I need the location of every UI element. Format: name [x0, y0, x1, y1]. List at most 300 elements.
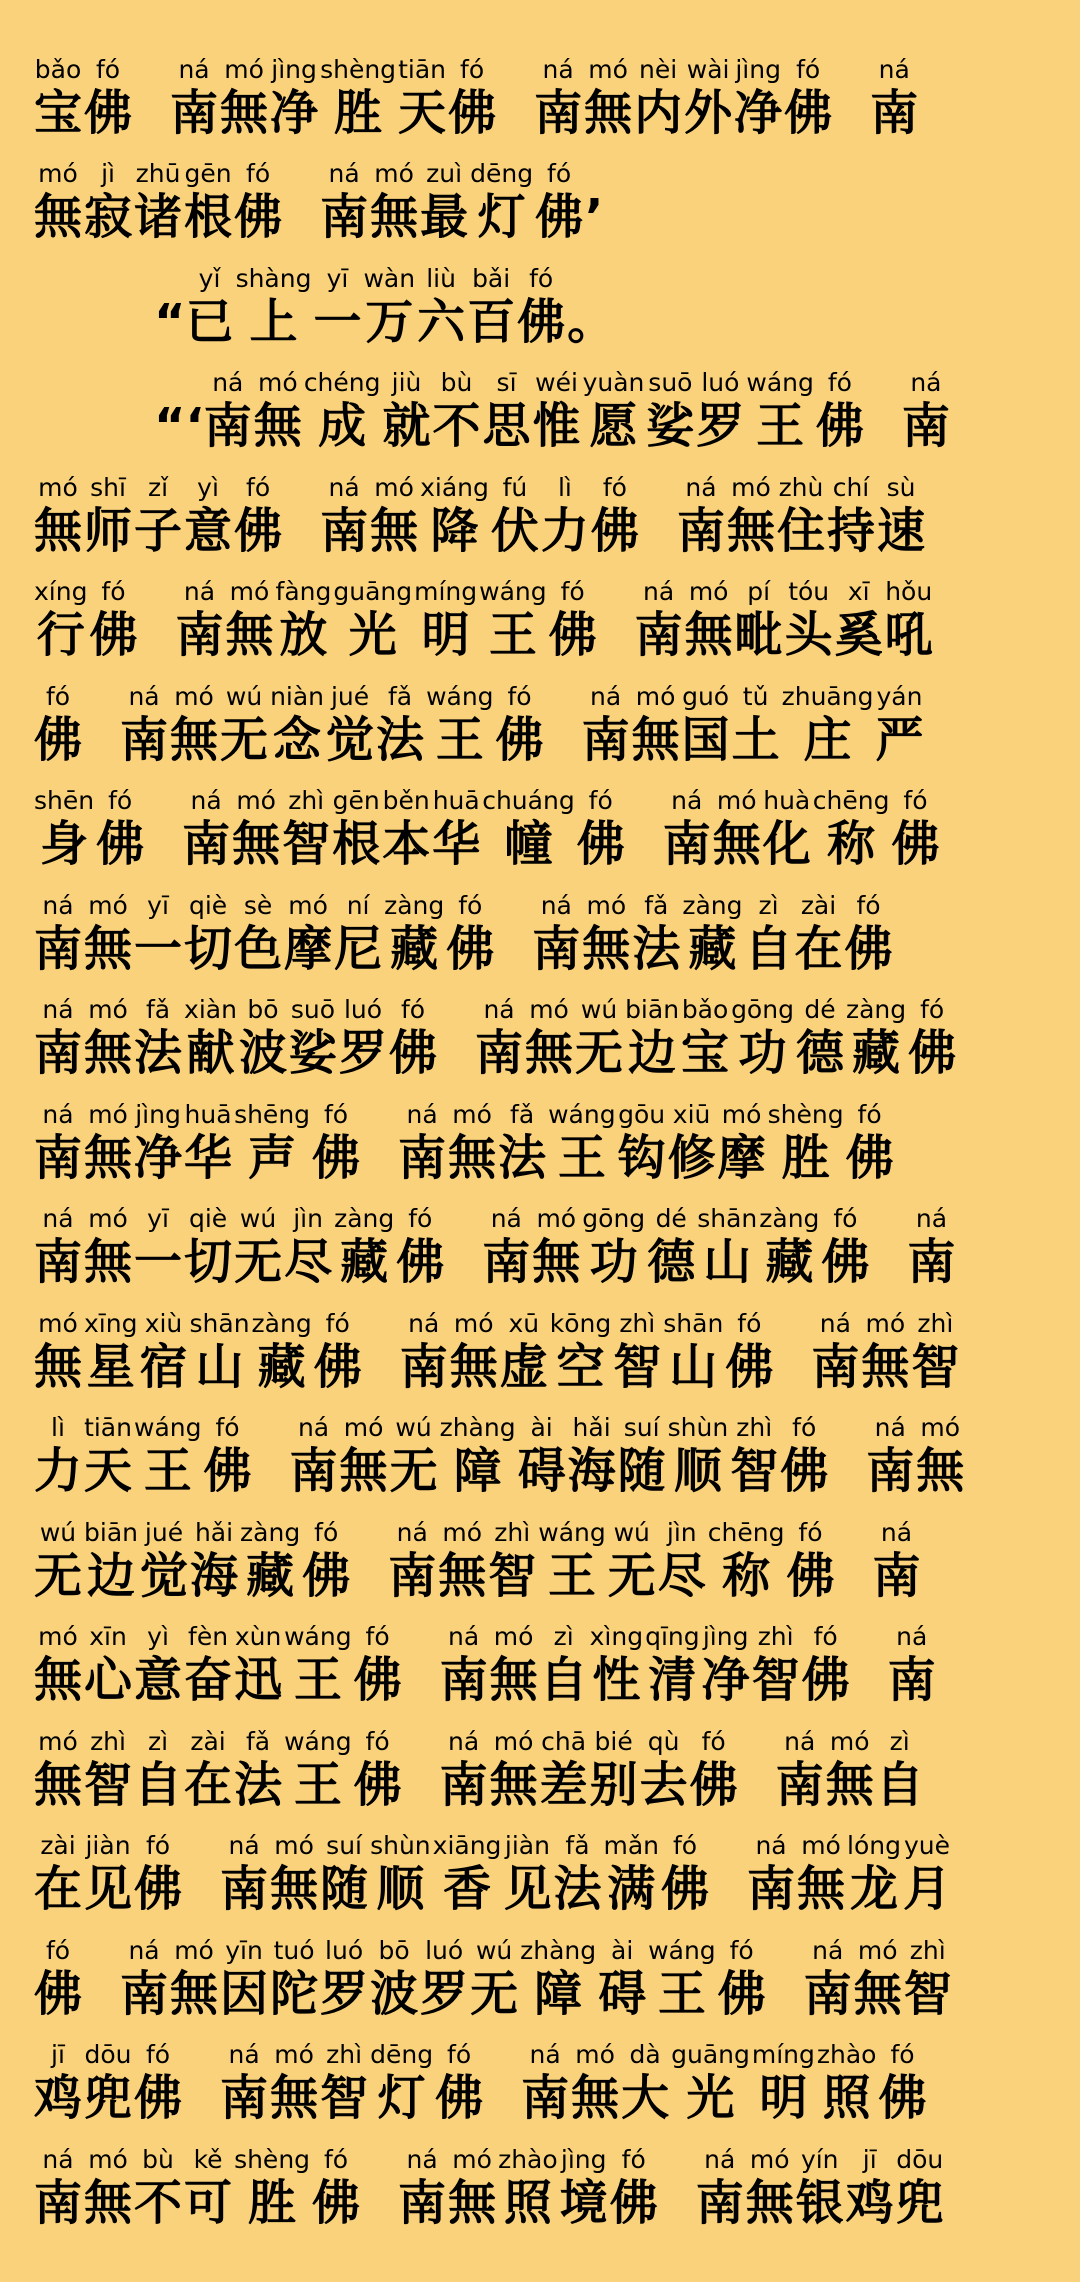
text-line	[34, 1290, 1046, 1395]
pinyin: mó	[536, 1204, 577, 1233]
pinyin: tiān	[84, 1413, 132, 1442]
pinyin: fó	[246, 159, 271, 188]
buddha-name-segment	[440, 1622, 852, 1708]
character	[440, 1413, 516, 1499]
pinyin: ná	[915, 1204, 948, 1233]
pinyin: hǎi	[572, 1413, 611, 1442]
character	[433, 1831, 502, 1917]
hanzi: 佛	[517, 293, 566, 350]
character	[134, 1727, 182, 1813]
pinyin: zhào	[498, 2144, 558, 2174]
character	[591, 473, 639, 559]
character	[549, 577, 597, 663]
hanzi: 山	[703, 1234, 752, 1290]
hanzi: 波	[370, 1965, 419, 2022]
hanzi: 放	[279, 607, 328, 663]
character	[276, 577, 332, 663]
hanzi: 见	[84, 1861, 133, 1917]
hanzi: 南	[320, 189, 369, 245]
hanzi: 住	[776, 502, 825, 559]
hanzi: 念	[273, 711, 322, 768]
pinyin: jìn	[666, 1517, 697, 1547]
character	[234, 891, 282, 977]
pinyin: luó	[701, 368, 740, 397]
buddha-name-segment	[34, 55, 134, 141]
pinyin: zhì	[619, 1308, 656, 1338]
hanzi: 南	[521, 2070, 570, 2126]
hanzi: 南	[534, 84, 583, 141]
character	[84, 1518, 138, 1604]
character	[448, 55, 496, 141]
hanzi: 無	[448, 2174, 497, 2231]
hanzi: 無	[232, 816, 281, 872]
pinyin: chéng	[303, 368, 381, 397]
hanzi: 奋	[184, 1652, 233, 1708]
pinyin: sè	[243, 890, 273, 920]
pinyin: ná	[183, 577, 216, 606]
hanzi: 境	[559, 2174, 608, 2231]
hanzi: 鸡	[845, 2174, 894, 2231]
hanzi: 娑	[646, 398, 695, 454]
text-line	[34, 141, 1046, 246]
hanzi: 南	[747, 1861, 796, 1917]
pinyin: mó	[38, 1622, 78, 1651]
pinyin: mó	[38, 1726, 78, 1756]
character	[804, 1936, 852, 2022]
character	[548, 1100, 615, 1186]
character	[532, 891, 580, 977]
pinyin: liù	[426, 263, 456, 293]
pinyin: chí	[832, 472, 870, 502]
buddha-name-segment	[440, 1727, 740, 1813]
character	[625, 995, 679, 1081]
character	[517, 264, 565, 350]
hanzi: 南	[220, 1861, 269, 1917]
character	[872, 1518, 920, 1604]
hanzi: 空	[556, 1338, 605, 1395]
hanzi: 佛	[34, 711, 83, 768]
pinyin: wáng	[648, 1935, 716, 1965]
hanzi: 惟	[532, 398, 581, 454]
hanzi: 法	[376, 711, 425, 768]
pinyin: ná	[643, 577, 675, 606]
hanzi: 化	[762, 816, 811, 872]
hanzi: 净	[270, 84, 319, 141]
character	[646, 368, 694, 454]
character	[854, 1936, 902, 2022]
hanzi: 南	[388, 1547, 437, 1604]
buddha-name-segment	[182, 786, 627, 872]
character	[498, 2145, 558, 2231]
pinyin: ná	[589, 681, 622, 711]
hanzi: 别	[589, 1756, 638, 1813]
hanzi: 佛	[234, 502, 283, 559]
hanzi: 边	[87, 1547, 136, 1604]
hanzi: 佛	[234, 189, 283, 245]
pinyin: qù	[647, 1726, 680, 1756]
pinyin: míng	[414, 577, 478, 606]
hanzi: 南	[320, 502, 369, 559]
hanzi: 無	[853, 1965, 902, 2022]
hanzi: 可	[184, 2174, 233, 2231]
character	[776, 1727, 824, 1813]
pinyin: jiàn	[85, 1831, 131, 1860]
hanzi: 称	[722, 1547, 771, 1604]
character	[440, 1622, 488, 1708]
pinyin: zì	[148, 1726, 169, 1756]
character	[813, 786, 890, 872]
hanzi: 無	[84, 2174, 133, 2231]
hanzi: 無	[916, 1443, 965, 1499]
hanzi: 无	[389, 1443, 438, 1499]
hanzi: 成	[318, 398, 367, 454]
text-line	[34, 663, 1046, 768]
hanzi: 佛	[203, 1443, 252, 1499]
character	[845, 891, 893, 977]
character	[877, 473, 925, 559]
character	[290, 1413, 338, 1499]
buddha-name-segment	[635, 577, 935, 663]
buddha-name-segment	[34, 1413, 254, 1499]
pinyin: fǎ	[387, 681, 413, 711]
character	[234, 1100, 310, 1186]
pinyin: gōng	[731, 995, 794, 1024]
character	[134, 1100, 182, 1186]
pinyin: fǎ	[510, 1099, 535, 1129]
character	[835, 577, 883, 663]
pinyin: fàng	[275, 577, 332, 606]
pinyin: ná	[896, 1622, 928, 1651]
character	[553, 1831, 601, 1917]
pinyin: fó	[458, 890, 483, 920]
pinyin: jìng	[702, 1622, 749, 1651]
hanzi: 無	[84, 920, 133, 977]
pinyin: ná	[483, 995, 515, 1024]
pinyin: mó	[88, 2144, 128, 2174]
pinyin: mó	[38, 159, 78, 188]
hanzi: 佛	[446, 920, 495, 977]
pinyin: fó	[215, 1413, 240, 1442]
character	[682, 891, 742, 977]
hanzi: 佛	[448, 84, 497, 141]
pinyin: fó	[560, 577, 585, 606]
hanzi: 灯	[477, 189, 526, 245]
hanzi: 南	[532, 920, 581, 977]
hanzi: 佛	[353, 1652, 402, 1708]
pinyin: suō	[290, 995, 336, 1024]
pinyin: fó	[857, 1099, 882, 1129]
pinyin: fó	[323, 2144, 349, 2174]
hanzi: 兜	[84, 2070, 133, 2126]
character	[888, 1622, 936, 1708]
character	[802, 1622, 850, 1708]
pinyin: fó	[920, 995, 945, 1024]
hanzi: 南	[581, 711, 630, 768]
character	[134, 1622, 182, 1708]
pinyin: ní	[346, 890, 370, 920]
hanzi: 王	[293, 1652, 342, 1708]
pinyin: zhì	[288, 786, 325, 815]
pinyin: zài	[40, 1831, 76, 1860]
hanzi: 無	[712, 816, 761, 872]
hanzi: 王	[488, 607, 537, 663]
hanzi: 诸	[134, 189, 183, 245]
pinyin: tuó	[273, 1935, 315, 1965]
hanzi: 法	[498, 1129, 547, 1186]
character	[182, 786, 230, 872]
buddha-name-segment	[400, 1309, 776, 1395]
pinyin: yì	[147, 1622, 169, 1651]
pinyin: fó	[833, 1204, 858, 1233]
pinyin: tiān	[398, 54, 447, 84]
hanzi: 智	[613, 1338, 662, 1395]
hanzi: 寂	[84, 189, 133, 245]
character	[610, 2145, 658, 2231]
character	[467, 264, 515, 350]
pinyin: ná	[212, 368, 244, 397]
pinyin: mó	[453, 1308, 494, 1338]
hanzi: 清	[648, 1652, 697, 1708]
character	[902, 368, 950, 454]
character	[521, 2040, 569, 2126]
hanzi: 一	[313, 293, 362, 350]
character	[684, 55, 732, 141]
hanzi: 鸡	[34, 2070, 83, 2126]
buddha-name-segment	[120, 1936, 768, 2022]
pinyin: jì	[101, 159, 115, 188]
buddha-name-segment	[482, 1204, 871, 1290]
pinyin: zàng	[682, 890, 743, 920]
hanzi: 藏	[765, 1234, 814, 1290]
character	[84, 1622, 132, 1708]
hanzi: 南	[901, 398, 950, 454]
character	[483, 368, 531, 454]
text-line	[34, 977, 1046, 1082]
pinyin: fó	[365, 1726, 390, 1756]
hanzi: 去	[639, 1756, 688, 1813]
hanzi: 自	[539, 1652, 588, 1708]
hanzi: 王	[557, 1129, 606, 1186]
character	[34, 1413, 82, 1499]
pinyin: shī	[90, 472, 126, 502]
pinyin: lì	[557, 472, 572, 502]
character	[34, 1622, 82, 1708]
pinyin: wáng	[284, 1622, 352, 1651]
character	[759, 1204, 819, 1290]
pinyin: fó	[796, 54, 821, 84]
hanzi: 無	[253, 398, 302, 454]
character	[334, 1204, 394, 1290]
hanzi: 障	[534, 1965, 583, 2022]
hanzi: 罗	[420, 1965, 469, 2022]
character	[190, 1518, 238, 1604]
hanzi: 光	[686, 2070, 735, 2126]
pinyin: mó	[174, 681, 214, 711]
character	[482, 1204, 530, 1290]
pinyin: fǎ	[246, 1726, 271, 1756]
hanzi: 心	[84, 1652, 133, 1708]
buddha-name-segment	[34, 995, 439, 1081]
character	[252, 1309, 312, 1395]
hanzi: 尽	[284, 1234, 333, 1290]
buddha-name-segment	[907, 1204, 957, 1290]
pinyin: jìng	[135, 1099, 181, 1129]
character	[613, 1309, 661, 1395]
hanzi: 無	[489, 1756, 538, 1813]
hanzi: 佛	[535, 189, 584, 245]
pinyin: míng	[751, 2040, 815, 2069]
hanzi: 無	[34, 502, 83, 559]
pinyin: fó	[95, 54, 121, 84]
hanzi: 星	[86, 1338, 135, 1395]
pinyin: zàng	[251, 1308, 312, 1338]
character	[618, 1100, 666, 1186]
character	[84, 891, 132, 977]
pinyin: wú	[39, 1517, 77, 1547]
pinyin: zàng	[240, 1517, 301, 1547]
hanzi: 佛	[786, 1547, 835, 1604]
hanzi: 無	[370, 502, 419, 559]
pinyin: jìng	[735, 54, 781, 84]
pinyin: ná	[128, 681, 160, 711]
character	[232, 786, 280, 872]
buddha-name-segment	[34, 786, 146, 872]
hanzi: 佛	[96, 816, 145, 872]
pinyin: zhàng	[520, 1935, 597, 1965]
character	[796, 2145, 844, 2231]
character	[34, 1831, 82, 1917]
pinyin: zhì	[326, 2040, 363, 2069]
hanzi: 無	[448, 1129, 497, 1186]
hanzi: 愿	[589, 398, 638, 454]
pinyin: shùn	[370, 1831, 431, 1860]
hanzi: 无	[34, 1547, 83, 1604]
hanzi: 王	[756, 398, 805, 454]
pinyin: jiù	[391, 368, 422, 397]
hanzi: 毗	[734, 607, 783, 663]
character	[747, 1831, 795, 1917]
character	[661, 1831, 709, 1917]
text-line	[34, 559, 1046, 664]
hanzi: 性	[592, 1652, 641, 1708]
pinyin: yín	[800, 2144, 839, 2174]
hanzi: 佛	[780, 1443, 829, 1499]
character	[282, 786, 330, 872]
character	[34, 1204, 82, 1290]
hanzi: 佛	[801, 1652, 850, 1708]
hanzi: 南	[182, 816, 231, 872]
text-line	[34, 1917, 1046, 2022]
pinyin: bǎo	[34, 54, 82, 84]
hanzi: 宝	[681, 1025, 730, 1081]
character	[797, 1831, 845, 1917]
character	[470, 1936, 518, 2022]
hanzi: 银	[795, 2174, 844, 2231]
character	[540, 1622, 588, 1708]
pinyin: zì	[553, 1622, 574, 1651]
character	[354, 1622, 402, 1708]
hanzi: 自	[744, 920, 793, 977]
hanzi: 智	[751, 1652, 800, 1708]
character	[663, 1309, 723, 1395]
character	[470, 159, 533, 245]
character	[302, 1518, 350, 1604]
hanzi: 献	[186, 1025, 235, 1081]
character	[234, 1727, 282, 1813]
character	[284, 1622, 351, 1708]
text-line	[34, 768, 1046, 873]
pinyin: xiù	[144, 1308, 183, 1338]
pinyin: fó	[145, 1831, 171, 1860]
character	[400, 1309, 448, 1395]
pinyin: zàng	[845, 995, 907, 1024]
pinyin: shān	[663, 1308, 724, 1338]
character	[908, 995, 956, 1081]
pinyin: shān	[189, 1308, 250, 1338]
character	[658, 1518, 706, 1604]
character	[370, 1831, 431, 1917]
character	[370, 473, 418, 559]
character	[383, 368, 431, 454]
character	[538, 1518, 605, 1604]
hanzi: 山	[195, 1338, 244, 1395]
character	[220, 2040, 268, 2126]
hanzi: 庄	[803, 711, 852, 768]
buddha-name-segment	[388, 1518, 836, 1604]
pinyin: luó	[325, 1935, 364, 1965]
hanzi: “	[154, 293, 186, 350]
character	[488, 1518, 536, 1604]
hanzi: 佛	[134, 2070, 183, 2126]
hanzi: 虚	[499, 1338, 548, 1395]
pinyin: fó	[701, 1726, 726, 1756]
pinyin: wéi	[535, 368, 578, 397]
pinyin: bǎo	[681, 995, 729, 1024]
pinyin: qiè	[188, 1204, 228, 1233]
character	[398, 55, 446, 141]
pinyin: fó	[729, 1935, 754, 1965]
hanzi: 無	[270, 2070, 319, 2126]
pinyin: ná	[542, 54, 574, 84]
pinyin: bō	[247, 995, 279, 1024]
hanzi: 万	[365, 293, 414, 350]
hanzi: 佛	[845, 1129, 894, 1186]
hanzi: 障	[453, 1443, 502, 1499]
hanzi: 。	[567, 293, 616, 350]
hanzi: 根	[184, 189, 233, 245]
hanzi: 罗	[320, 1965, 369, 2022]
pinyin: ná	[42, 890, 74, 920]
character	[582, 891, 630, 977]
character	[525, 995, 573, 1081]
character	[134, 159, 182, 245]
hanzi: 上	[249, 293, 298, 350]
hanzi: 佛	[815, 398, 864, 454]
pinyin: gēn	[184, 159, 232, 188]
character	[289, 995, 337, 1081]
hanzi: 王	[547, 1547, 596, 1604]
pinyin: shèng	[320, 54, 397, 84]
character	[420, 1936, 468, 2022]
character	[84, 995, 132, 1081]
character	[681, 995, 729, 1081]
pinyin: mó	[749, 2144, 790, 2174]
hanzi: 降	[430, 502, 479, 559]
pinyin: mó	[224, 54, 264, 84]
pinyin: bù	[142, 2144, 174, 2174]
hanzi: 边	[628, 1025, 677, 1081]
hanzi: 子	[134, 502, 183, 559]
